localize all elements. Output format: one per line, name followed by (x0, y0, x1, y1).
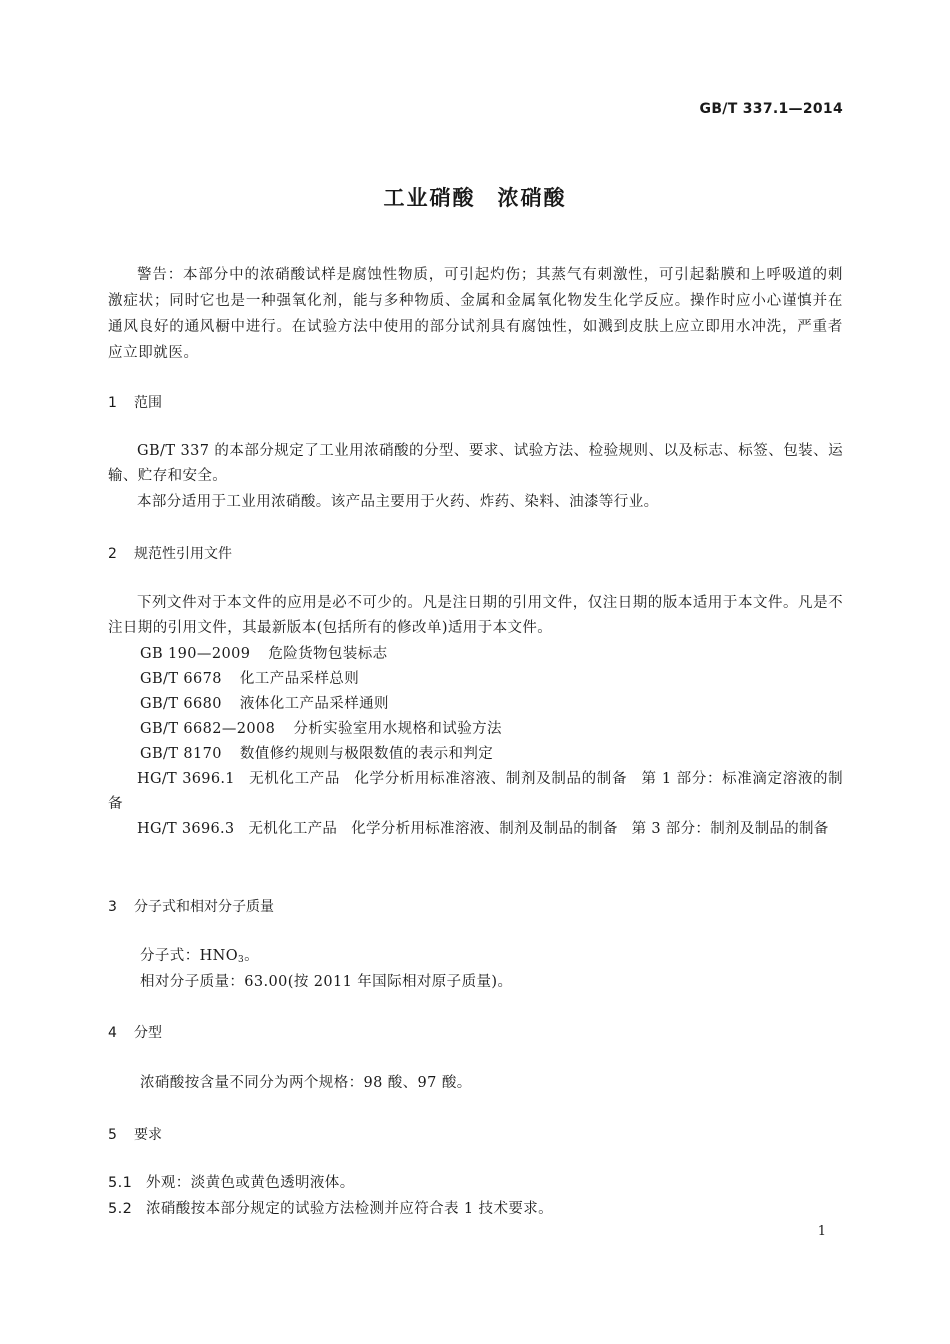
reference-item (140, 692, 389, 713)
formula-subscript: 3 (238, 955, 245, 965)
reference-title-a: 无机化工产品 (248, 821, 338, 837)
reference-title-b: 化学分析用标准溶液、制剂及制品的制备 (354, 771, 628, 787)
reference-title-b: 化学分析用标准溶液、制剂及制品的制备 (351, 821, 618, 837)
reference-title: 危险货物包装标志 (268, 646, 388, 662)
section-1-paragraph-1: GB/T 337 的本部分规定了工业用浓硝酸的分型、要求、试验方法、检验规则、以及标志、标签、包装、运输、贮存和安全。 (108, 443, 843, 484)
reference-item (108, 767, 843, 817)
section-4-heading (108, 1022, 162, 1042)
document-title (0, 182, 950, 212)
reference-code: HG/T 3696.3 (137, 821, 235, 837)
page-number: 1 (817, 1224, 826, 1239)
standard-number: GB/T 337.1—2014 (699, 101, 843, 117)
section-number: 5 (108, 1127, 117, 1143)
section-number: 4 (108, 1025, 117, 1041)
section-3-heading (108, 896, 274, 916)
reference-code: GB/T 6678 (140, 671, 222, 687)
reference-title: 化工产品采样总则 (239, 671, 360, 687)
clause-text: 浓硝酸按本部分规定的试验方法检测并应符合表 1 技术要求。 (146, 1201, 554, 1217)
reference-title-a: 无机化工产品 (248, 771, 341, 787)
reference-title: 数值修约规则与极限数值的表示和判定 (239, 746, 494, 762)
reference-item (140, 667, 359, 688)
clause-5-2 (108, 1197, 553, 1218)
section-1-paragraph-2: 本部分适用于工业用浓硝酸。该产品主要用于火药、炸药、染料、油漆等行业。 (137, 494, 659, 510)
reference-title-c: 第 1 部分：标准滴定溶液的制备 (108, 771, 843, 812)
reference-code: GB 190—2009 (140, 646, 251, 662)
section-number: 2 (108, 546, 117, 562)
clause-number: 5.1 (108, 1175, 133, 1191)
reference-code: HG/T 3696.1 (137, 771, 235, 787)
reference-title-c: 第 3 部分：制剂及制品的制备 (631, 821, 829, 837)
section-title: 规范性引用文件 (134, 546, 232, 562)
clause-number: 5.2 (108, 1201, 133, 1217)
section-2-intro: 下列文件对于本文件的应用是必不可少的。凡是注日期的引用文件，仅注日期的版本适用于本文件。凡是不注日期的引用文件，其最新版本(包括所有的修改单)适用于本文件。 (108, 595, 843, 636)
clause-5-1 (108, 1171, 355, 1192)
warning-paragraph: 警告：本部分中的浓硝酸试样是腐蚀性物质，可引起灼伤；其蒸气有刺激性，可引起黏膜和上呼吸道的刺激症状；同时它也是一种强氧化剂，能与多种物质、金属和金属氧化物发生化学反应。操作时应小心谨慎并在通风良好的通风橱中进行。在试验方法中使用的部分试剂具有腐蚀性，如溅到皮肤上应立即用水冲洗，严重者应立即就医。 (108, 267, 843, 361)
reference-code: GB/T 6682—2008 (140, 721, 276, 737)
section-5-heading (108, 1124, 162, 1144)
reference-item (140, 742, 493, 763)
section-title: 分型 (134, 1025, 162, 1041)
reference-item (108, 817, 843, 842)
formula-label: 分子式：HNO (140, 948, 239, 964)
clause-text: 外观：淡黄色或黄色透明液体。 (146, 1175, 355, 1191)
section-2-heading (108, 543, 232, 563)
reference-title: 液体化工产品采样通则 (239, 696, 389, 712)
reference-code: GB/T 6680 (140, 696, 222, 712)
section-number: 1 (108, 395, 117, 411)
molecular-mass: 相对分子质量：63.00(按 2011 年国际相对原子质量)。 (140, 974, 513, 990)
reference-code: GB/T 8170 (140, 746, 222, 762)
section-title: 要求 (134, 1127, 162, 1143)
title-part-2: 浓硝酸 (497, 186, 567, 210)
molecular-formula (140, 944, 259, 965)
title-part-1: 工业硝酸 (383, 186, 476, 210)
section-number: 3 (108, 899, 117, 915)
section-title: 分子式和相对分子质量 (134, 899, 274, 915)
section-1-heading (108, 392, 162, 412)
reference-item (140, 717, 502, 738)
reference-title: 分析实验室用水规格和试验方法 (293, 721, 502, 737)
reference-item (140, 642, 388, 663)
formula-end: 。 (244, 948, 260, 964)
section-4-paragraph: 浓硝酸按含量不同分为两个规格：98 酸、97 酸。 (140, 1075, 472, 1091)
section-title: 范围 (134, 395, 162, 411)
